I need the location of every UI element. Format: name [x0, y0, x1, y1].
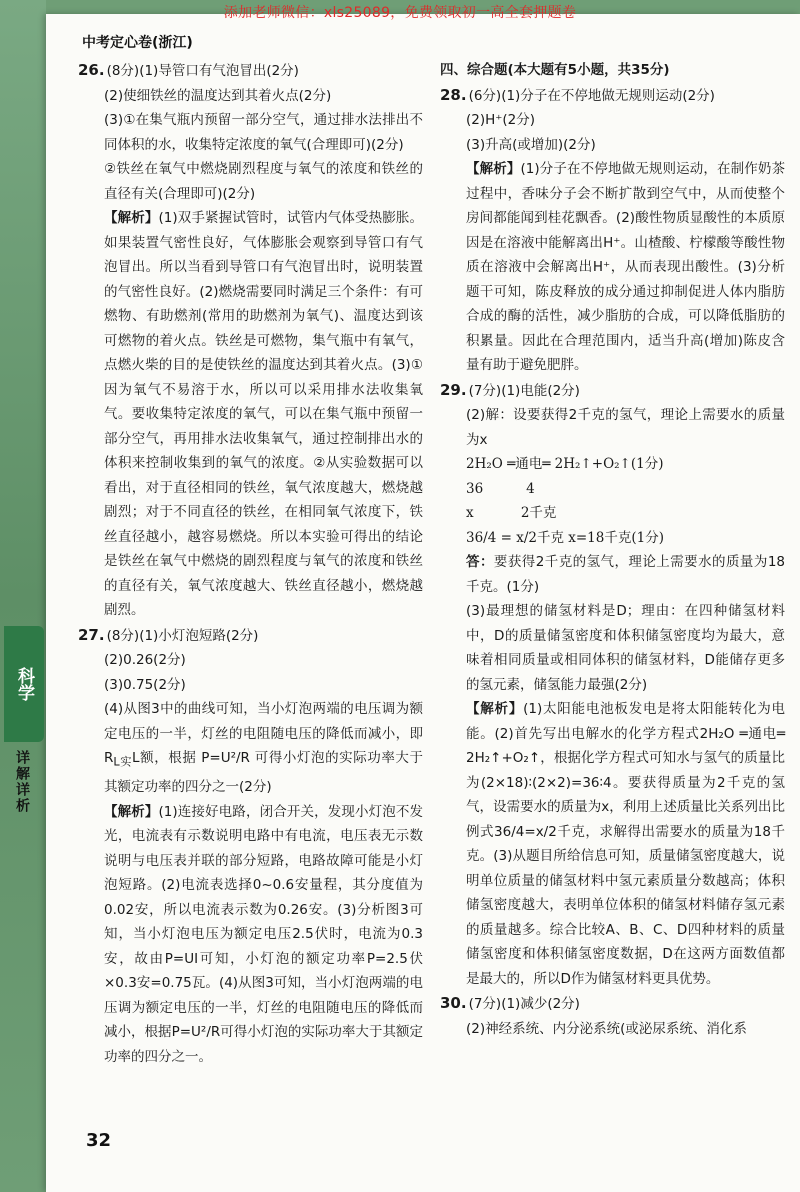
answer-line: (2)H⁺(2分) [466, 112, 536, 128]
answer-line: (3)①在集气瓶内预留一部分空气，通过排水法排出不同体积的水，收集特定浓度的氧气(合理即可)(2分) [104, 112, 423, 153]
text-span: (1)双手紧握试管时，试管内气体受热膨胀。如果装置气密性良好，气体膨胀会观察到导管口有气泡冒出。所以当看到导管口有气泡冒出时，说明装置的气密性良好。(2)燃烧需要同时满足三个条件：有可燃物、有助燃剂(常用的助燃剂为氧气)、温度达到该可燃物的着火点。铁丝是可燃物，集气瓶中有氧气，点燃火柴的目的是使铁丝的温度达到其着火点。(3)①因为氧气不易溶于水，所以可以采用排水法收集氧气。要收集特定浓度的氧气，可以在集气瓶中预留一部分空气，再用排水法收集氧气，通过控制排出水的体积来控制收集到的氧气的浓度。②从实验数据可以看出，对于直径相同的铁丝，氧气浓度越大，燃烧越剧烈；对于不同直径的铁丝，在相同氧气浓度下，铁丝直径越小，越容易燃烧。所以本实验可得出的结论是铁丝在氧气中燃烧的剧烈程度与氧气的浓度和铁丝的直径有关，氧气浓度越大、铁丝直径越小，燃烧越剧烈。 [104, 210, 424, 618]
text-span: (8分)(1)小灯泡短路(2分) [106, 627, 259, 644]
answer-line [440, 991, 785, 1017]
text-span: (1)分子在不停地做无规则运动，在制作奶茶过程中，香味分子会不断扩散到空气中，从而使整个房间都能闻到桂花飘香。(2)酸性物质显酸性的本质原因是在溶液中能解离出H⁺。山楂酸、柠檬酸等酸性物质在溶液中会解离出H⁺，从而表现出酸性。(3)分析题干可知，陈皮释放的成分通过抑制促进人体内脂肪合成的酶的活性，减少脂肪的合成，可以降低脂肪的积累量。因此在合理范围内，适当升高(增加)陈皮含量有助于避免肥胖。 [466, 161, 786, 373]
text-span: (7分)(1)减少(2分) [468, 996, 580, 1012]
answer-line: (3)0.75(2分) [104, 676, 186, 693]
left-column [78, 58, 423, 1069]
answer-line [78, 58, 423, 84]
answer-line: ②铁丝在氧气中燃烧剧烈程度与氧气的浓度和铁丝的直径有关(合理即可)(2分) [104, 161, 423, 202]
right-column [440, 58, 785, 1041]
text-span: (6分)(1)分子在不停地做无规则运动(2分) [468, 87, 715, 104]
answer-line [78, 623, 423, 649]
answer-line [440, 378, 785, 404]
answer-line: (2)解：设要获得2千克的氢气，理论上需要水的质量为x [466, 407, 785, 448]
text-span: (1)太阳能电池板发电是将太阳能转化为电能。(2)首先写出电解水的化学方程式2H₂O ═通电═ 2H₂↑+O₂↑，根据化学方程式可知水与氢气的质量比为(2×18)∶(2×2)=36∶4。要获得质量为2千克的氢气，设需要水的质量为x，利用上述质量比关系列出比例式36/4=x/2千克，求解得出需要水的质量为18千克。(3)从题目所给信息可知，质量储氢密度越大，说明单位质量的储氢材料中氢元素质量分数越高；体积储氢密度越大，表明单位体积的储氢材料储存氢元素的质量越多。综合比较A、B、C、D四种材料的质量储氢密度和体积储氢密度数据，D在这两方面数值都是最大的，所以D作为储氢材料更具优势。 [466, 701, 786, 987]
text-span: 答： [466, 554, 494, 570]
equation-line: x 2千克 [466, 505, 557, 521]
analysis-block [440, 697, 785, 991]
text-span: 【解析】 [104, 803, 159, 820]
subject-tab: 科学 [4, 626, 44, 742]
text-span: 要获得2千克的氢气，理论上需要水的质量为18千克。(1分) [466, 554, 785, 595]
text-span: 28. [440, 85, 467, 104]
answer-line: (2)神经系统、内分泌系统(或泌尿系统、消化系 [466, 1020, 747, 1037]
section-heading: 四、综合题(本大题有5小题，共35分) [440, 62, 670, 78]
answer-line [440, 83, 785, 109]
text-span: (7分)(1)电能(2分) [468, 382, 580, 399]
text-span: 【解析】 [466, 701, 524, 717]
equation-line: 2H₂O ═通电═ 2H₂↑+O₂↑(1分) [466, 456, 664, 472]
answer-line [440, 550, 785, 599]
answer-line: (4)从图3中的曲线可知，当小灯泡两端的电压调为额定电压的一半，灯丝的电阻随电压的降低而减小，即 $R_{L实}L$额，根据 P=U²/R 可得小灯泡的实际功率大于其额定功率的四分之一(2分) [104, 701, 423, 796]
text-span: 26. [78, 61, 105, 79]
text-span: (1)连接好电路，闭合开关，发现小灯泡不发光，电流表有示数说明电路中有电流，电压表无示数说明与电压表并联的部分短路，电路故障可能是小灯泡短路。(2)电流表选择0~0.6安量程，其分度值为0.02安，所以电流表示数为0.26安。(3)分析图3可知，当小灯泡电压为额定电压2.5伏时，电流为0.3安，故由P=UI可知，小灯泡的额定功率P=2.5伏×0.3安=0.75瓦。(4)从图3可知，当小灯泡两端的电压调为额定电压的一半，灯丝的电阻随电压的降低而减小，根据P=U²/R可得小灯泡的实际功率大于其额定功率的四分之一。 [104, 803, 424, 1065]
background-stripe [0, 0, 46, 1192]
text-span: 【解析】 [466, 161, 521, 177]
page-header: 中考定心卷(浙江) [82, 35, 193, 51]
page-number: 32 [86, 1130, 112, 1151]
text-span: 29. [440, 380, 467, 399]
answer-line: (3)最理想的储氢材料是D；理由：在四种储氢材料中，D的质量储氢密度和体积储氢密度均为最大，意味着相同质量或相同体积的储氢材料，D能储存更多的氢元素，储氢能力最强(2分) [466, 603, 785, 693]
answer-line: (3)升高(或增加)(2分) [466, 136, 596, 153]
equation-line: 36/4 = x/2千克 x=18千克(1分) [466, 529, 664, 546]
answer-line: (2)使细铁丝的温度达到其着火点(2分) [104, 87, 332, 104]
answer-line: (2)0.26(2分) [104, 652, 186, 668]
text-span: (8分)(1)导管口有气泡冒出(2分) [106, 63, 299, 79]
text-span: 30. [440, 994, 467, 1012]
analysis-block [78, 800, 423, 1070]
text-span: 【解析】 [104, 210, 159, 226]
watermark: 添加老师微信：xls25089，免费领取初一高全套押题卷 [223, 5, 577, 21]
equation-line: 36 4 [466, 480, 535, 497]
analysis-block [440, 157, 785, 378]
analysis-block [78, 206, 423, 623]
section-label: 详解详析 [14, 750, 30, 814]
text-span: 27. [78, 625, 105, 644]
